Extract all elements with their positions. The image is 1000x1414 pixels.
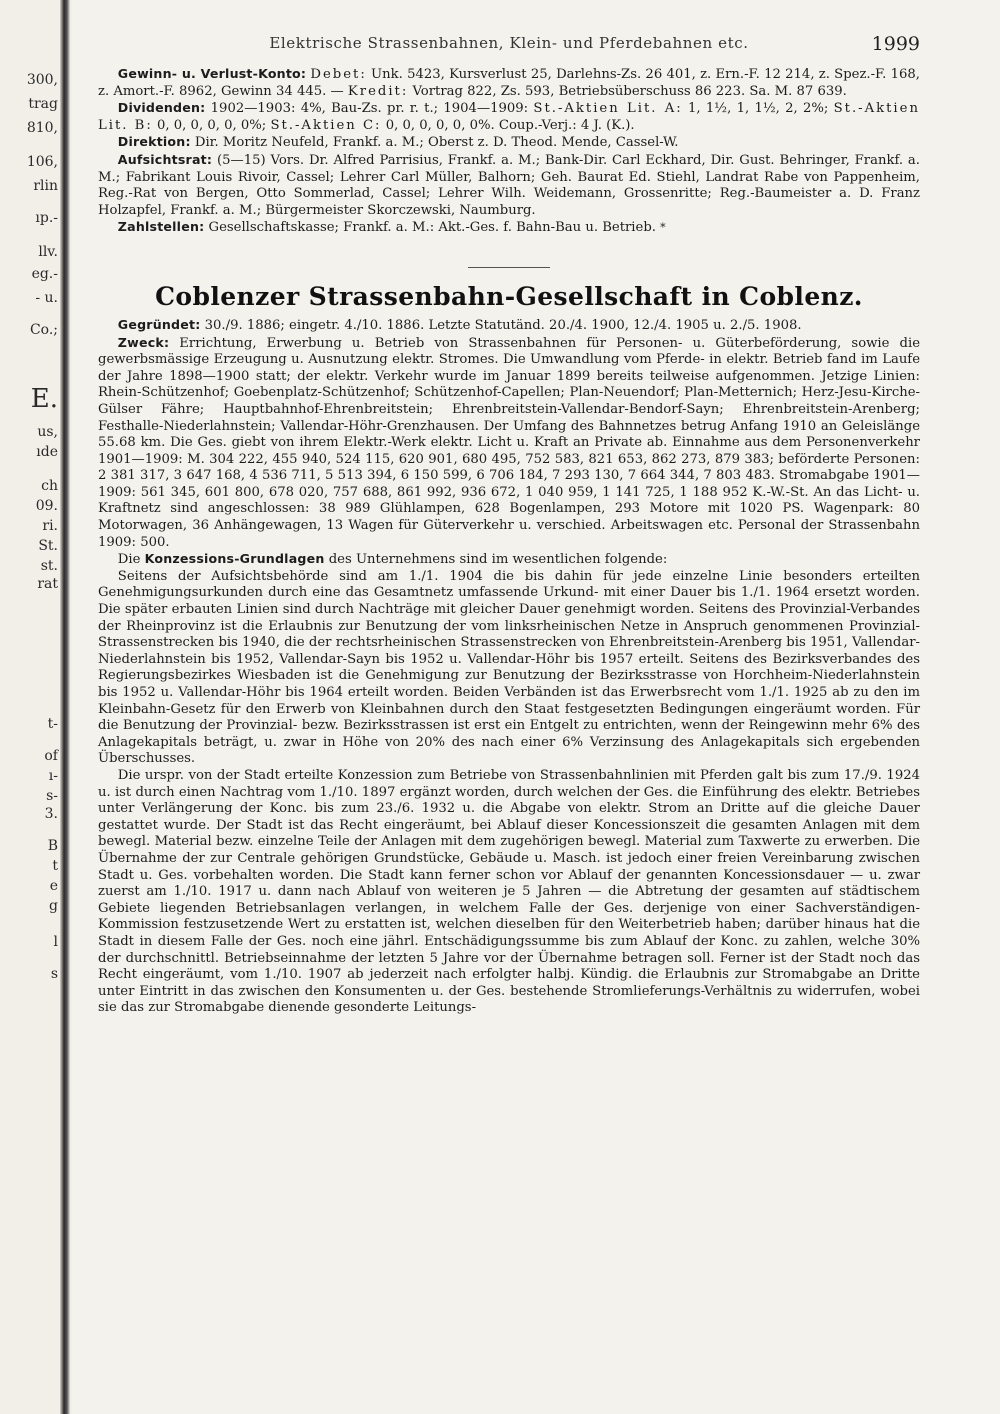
adjacent-page-fragment: s- <box>46 788 58 804</box>
running-head-title: Elektrische Strassenbahnen, Klein- und Pferdebahnen etc. <box>269 34 749 52</box>
kredit-text: Vortrag 822, Zs. 593, Betriebsüberschuss 86 223. Sa. M. 87 639. <box>412 83 847 99</box>
zweck-label: Zweck: <box>117 334 170 350</box>
adjacent-page-fragment: s <box>50 966 58 982</box>
gegruendet-text: 30./9. 1886; eingetr. 4./10. 1886. Letzte Statutänd. 20./4. 1900, 12./4. 1905 u. 2./5. 1908. <box>204 317 802 333</box>
gewinn-verlust-konto <box>98 66 920 100</box>
konzessions-label: Konzessions-Grundlagen <box>144 551 325 567</box>
aufsichtsrat-text: (5—15) Vors. Dr. Alfred Parrisius, Frankf. a. M.; Bank-Dir. Carl Eckhard, Dir. Gust. Behringer, Frankf. a. M.; Fabrikant Louis Rivoir, Cassel; Lehrer Carl Müller, Balhorn; Geh. Baurat Ed. Stiehl, Landrat Rabe von Pappenheim, Reg.-Rat von Bergen, Otto Sommerlad, Cassel; Lehrer Wilh. Weidemann, Grossenritte; Reg.-Baumeister a. D. Franz Holzapfel, Frankf. a. M.; Bürgermeister Skorczewski, Naumburg. <box>98 152 920 218</box>
adjacent-page-fragment: 3. <box>44 806 58 822</box>
adjacent-page-fragment: ch <box>41 478 58 494</box>
konzession-paragraph-2: Die urspr. von der Stadt erteilte Konzession zum Betriebe von Strassenbahnlinien mit Pferden galt bis zum 17./9. 1924 u. ist durch einen Nachtrag vom 1./10. 1897 ergänzt worden, durch welchen der Ges. die Einführung des elektr. Betriebes unter Verlängerung der Konc. bis zum 23./6. 1932 u. die Abgabe von elektr. Strom an Dritte auf die gleiche Dauer gestattet wurde. Der Stadt ist das Recht eingeräumt, bei Ablauf dieser Koncessionszeit die gesamten Anlagen mit dem bewegl. Material bezw. einzelne Teile der Anlagen mit dem zugehörigen bewegl. Material zum Taxwerte zu erwerben. Die Übernahme der zur Centrale gehörigen Grundstücke, Gebäude u. Masch. ist jedoch einer freien Vereinbarung zwischen Stadt u. Ges. vorbehalten worden. Die Stadt kann ferner schon vor Ablauf der genannten Koncessionsdauer — u. zwar zuerst am 1./10. 1917 u. dann nach Ablauf von weiteren je 5 Jahren — die Abtretung der gesamten auf städtischem Gebiete liegenden Betriebsanlagen verlangen, in welchem Falle der Ges. derjenige von einer Sachverständigen-Kommission festzusetzende Wert zu erstatten ist, welchen dieselben für den Weiterbetrieb haben; darüber hinaus hat die Stadt in diesem Falle der Ges. noch eine jährl. Entschädigungssumme bis zum Ablauf der Konc. zu zahlen, welche 30% der durchschnittl. Betriebseinnahme der letzten 5 Jahre vor der Übernahme betragen soll. Ferner ist der Stadt noch das Recht eingeräumt, vom 1./10. 1907 ab jederzeit nach erfolgter halbj. Kündig. die Erlaubnis zur Stromabgabe an Dritte unter Eintritt in das zwischen den Konsumenten u. der Ges. bestehende Stromlieferungs-Verhältnis zu widerrufen, wobei sie das zur Stromabgabe dienende gesonderte Leitungs- <box>98 767 920 1016</box>
adjacent-page-fragment: l <box>53 934 58 950</box>
dividenden <box>98 100 920 134</box>
gegruendet-label: Gegründet: <box>117 316 201 332</box>
adjacent-page-fragment: 09. <box>35 498 58 514</box>
gewinn-label: Gewinn- u. Verlust-Konto: <box>117 66 307 81</box>
aufsichtsrat-label: Aufsichtsrat: <box>117 151 213 167</box>
adjacent-page-fragment: g <box>49 898 58 914</box>
adjacent-page-fragment: 810, <box>26 120 58 136</box>
kredit-label: Kredit: <box>347 83 409 99</box>
adjacent-page-fragment: llv. <box>38 244 58 260</box>
dividenden-text-1: 1902—1903: 4%, Bau-Zs. pr. r. t.; 1904—1909: <box>210 101 529 117</box>
running-head <box>98 34 920 60</box>
page-number: 1999 <box>871 33 920 55</box>
aufsichtsrat <box>98 152 920 219</box>
dividenden-text-3: 0, 0, 0, 0, 0, 0%; <box>157 117 267 133</box>
adjacent-page-fragment: e <box>49 878 58 894</box>
section-divider <box>468 267 550 268</box>
adjacent-page-fragment: eg.- <box>31 266 58 282</box>
page-content <box>98 34 920 1017</box>
adjacent-page-fragment: St. <box>38 538 58 554</box>
adjacent-page-fragment: trag <box>28 96 58 112</box>
adjacent-page-fragment: - u. <box>35 290 58 306</box>
adjacent-page-fragment: ı- <box>48 768 58 784</box>
adjacent-page-fragment: ri. <box>42 518 58 534</box>
dividenden-text-2: 1, 1½, 1, 1½, 2, 2%; <box>688 101 829 117</box>
adjacent-page-fragment: t <box>52 858 58 874</box>
zahlstellen-text: Gesellschaftskasse; Frankf. a. M.: Akt.-Ges. f. Bahn-Bau u. Betrieb. <box>208 220 656 236</box>
direktion <box>98 134 920 152</box>
adjacent-page-fragment: 300, <box>26 72 58 88</box>
direktion-text: Dir. Moritz Neufeld, Frankf. a. M.; Oberst z. D. Theod. Mende, Cassel-W. <box>194 135 679 151</box>
adjacent-page-fragment: E. <box>30 384 58 414</box>
adjacent-page-fragment: rat <box>37 576 58 592</box>
adjacent-page-fragment: ıp.- <box>35 210 58 226</box>
konzession-paragraph-1: Seitens der Aufsichtsbehörde sind am 1./1. 1904 die bis dahin für jede einzelne Linie besonders erteilten Genehmigungsurkunden durch eine das Gesamtnetz umfassende Urkund- mit einer Dauer bis 1./1. 1964 ersetzt worden. Die später erbauten Linien sind durch Nachträge mit gleicher Dauer genehmigt worden. Seitens des Provinzial-Verbandes der Rheinprovinz ist die Erlaubnis zur Benutzung der vom linksrheinischen Netze in Anspruch genommenen Provinzial-Strassenstrecken bis 1940, die der rechtsrheinischen Strassenstrecken von Ehrenbreitstein-Arenberg bis 1951, Vallendar-Niederlahnstein bis 1952, Vallendar-Sayn bis 1952 u. Vallendar-Höhr bis 1957 erteilt. Seitens des Bezirksverbandes des Regierungsbezirkes Wiesbaden ist die Genehmigung zur Benutzung der Bezirksstrasse von Horchheim-Niederlahnstein bis 1952 u. Vallendar-Höhr bis 1964 erteilt worden. Beiden Verbänden ist das Erwerbsrecht vom 1./1. 1925 ab zu den im Kleinbahn-Gesetz für den Erwerb von Kleinbahnen durch den Staat festgesetzten Bedingungen eingeräumt worden. Für die Benutzung der Provinzial- bezw. Bezirksstrassen ist erst ein Entgelt zu entrichten, wenn der Reingewinn mehr 6% des Anlagekapitals beträgt, u. zwar in Höhe von 20% des nach einer 6% Verzinsung des Anlagekapitals sich ergebenden Überschusses. <box>98 568 920 767</box>
zweck <box>98 335 920 552</box>
zahlstellen <box>98 219 920 237</box>
st-aktien-c-label: St.-Aktien C: <box>270 117 382 133</box>
adjacent-page-fragment: 106, <box>26 154 58 170</box>
st-aktien-b-label: St.-Aktien Lit. B: <box>98 101 920 133</box>
konz-intro-pre: Die <box>117 552 141 568</box>
st-aktien-a-label: St.-Aktien Lit. A: <box>533 101 683 117</box>
konzessions-intro <box>98 551 920 569</box>
entry-end-mark: * <box>660 221 666 235</box>
direktion-label: Direktion: <box>117 134 191 150</box>
adjacent-page-fragment: B <box>47 838 58 854</box>
dividenden-label: Dividenden: <box>117 100 206 116</box>
adjacent-page-fragment: of <box>44 748 58 764</box>
company-title: Coblenzer Strassenbahn-Gesellschaft in Coblenz. <box>155 281 863 311</box>
konz-intro-post: des Unternehmens sind im wesentlichen folgende: <box>328 552 668 568</box>
adjacent-page-fragment: us, <box>37 424 58 440</box>
debet-label: Debet: <box>310 67 367 82</box>
dividenden-text-4: 0, 0, 0, 0, 0, 0%. Coup.-Verj.: 4 J. (K.). <box>385 117 635 133</box>
zahlstellen-label: Zahlstellen: <box>117 219 205 235</box>
debet-text: Unk. 5423, Kursverlust 25, Darlehns-Zs. 26 401, z. Ern.-F. 12 214, z. Spez.-F. 168, z. Amort.-F. 8962, Gewinn 34 445. — <box>98 67 920 99</box>
adjacent-page-fragment: t- <box>47 716 58 732</box>
adjacent-page-fragment: rlin <box>33 178 58 194</box>
adjacent-page-fragment: st. <box>40 558 58 574</box>
gegruendet <box>98 317 920 335</box>
zweck-text: Errichtung, Erwerbung u. Betrieb von Strassenbahnen für Personen- u. Güterbeförderung, sowie die gewerbsmässige Erzeugung u. Ausnutzung elektr. Stromes. Die Umwandlung vom Pferde- in elektr. Betrieb fand im Laufe der Jahre 1898—1900 statt; der elektr. Verkehr wurde im Januar 1899 bereits teilweise aufgenommen. Jetzige Linien: Rhein-Schützenhof; Goebenplatz-Schützenhof; Schützenhof-Capellen; Plan-Neuendorf; Plan-Metternich; Herz-Jesu-Kirche-Gülser Fähre; Hauptbahnhof-Ehrenbreitstein; Ehrenbreitstein-Vallendar-Bendorf-Sayn; Ehrenbreitstein-Arenberg; Festhalle-Niederlahnstein; Vallendar-Höhr-Grenzhausen. Der Umfang des Bahnnetzes betrug Anfang 1910 an Geleislänge 55.68 km. Die Ges. giebt von ihrem Elektr.-Werk elektr. Licht u. Kraft an Private ab. Einnahme aus dem Personenverkehr 1901—1909: M. 304 222, 455 940, 524 115, 620 901, 680 495, 752 583, 821 653, 862 273, 879 383; beförderte Personen: 2 381 317, 3 647 168, 4 536 711, 5 513 394, 6 150 599, 6 706 184, 7 293 130, 7 664 344, 7 803 483. Stromabgabe 1901—1909: 561 345, 601 800, 678 020, 757 688, 861 992, 936 672, 1 040 959, 1 141 725, 1 188 952 K.-W.-St. An das Licht- u. Kraftnetz sind angeschlossen: 38 989 Glühlampen, 628 Bogenlampen, 293 Motore mit 1020 PS. Wagenpark: 80 Motorwagen, 36 Anhängewagen, 13 Wagen für Güterverkehr u. verschied. Arbeitswagen etc. Personal der Strassenbahn 1909: 500. <box>98 335 920 550</box>
page-fold-shadow <box>60 0 70 1414</box>
adjacent-page-fragment: ıde <box>36 444 58 460</box>
adjacent-page-fragment: Co.; <box>29 322 58 338</box>
